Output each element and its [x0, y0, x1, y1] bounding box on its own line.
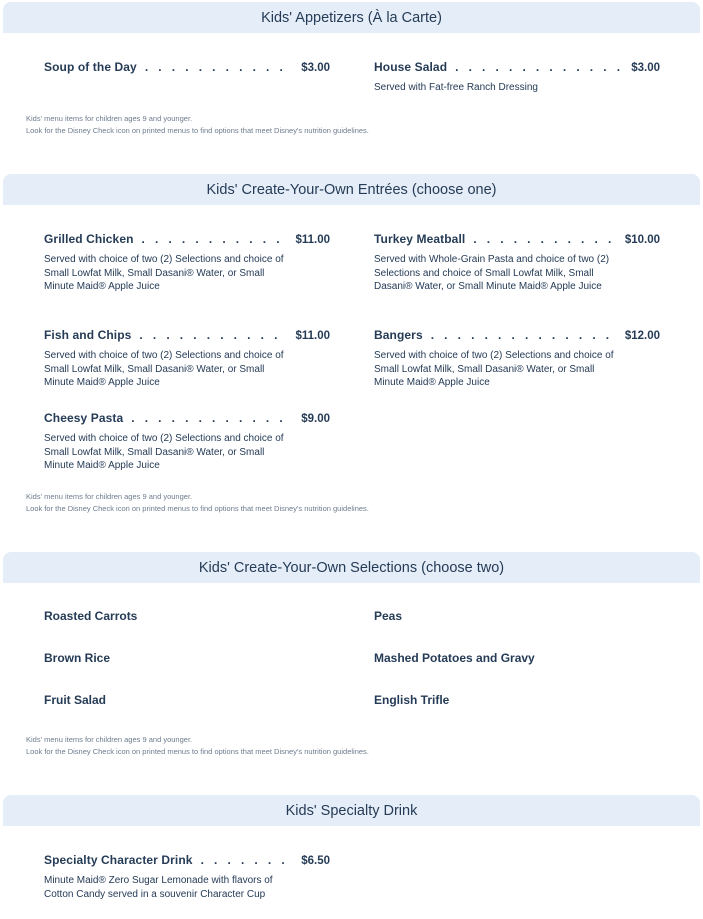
leader-dots: [131, 411, 293, 425]
section-title: Kids' Create-Your-Own Selections (choose two): [198, 559, 505, 576]
item-name: House Salad: [374, 60, 448, 74]
menu-item-fish-and-chips[interactable]: [44, 328, 330, 390]
disclaimer-note: [26, 113, 369, 137]
selection-item-fruit-salad[interactable]: Fruit Salad: [44, 693, 107, 707]
item-price: $9.00: [301, 413, 330, 425]
section-header-appetizers: [3, 2, 700, 33]
item-name: Bangers: [374, 328, 423, 342]
menu-item-specialty-character-drink[interactable]: [44, 853, 330, 901]
disclaimer-age: Kids' menu items for children ages 9 and younger.: [26, 492, 193, 501]
item-name: Specialty Character Drink: [44, 853, 193, 867]
item-description: Served with Fat-free Ranch Dressing: [374, 82, 538, 93]
item-price: $12.00: [624, 330, 660, 342]
selection-item-mashed-potatoes[interactable]: Mashed Potatoes and Gravy: [374, 651, 535, 665]
disclaimer-age: Kids' menu items for children ages 9 and younger.: [26, 114, 193, 123]
disclaimer-note: [26, 734, 369, 758]
leader-dots: [139, 328, 287, 342]
leader-dots: [201, 853, 294, 867]
item-description: Served with choice of two (2) Selections and choice of Small Lowfat Milk, Small Dasani® Water, or Small Minute Maid® Apple Juice: [374, 350, 614, 388]
item-name: Fish and Chips: [44, 328, 132, 342]
disclaimer-age: Kids' menu items for children ages 9 and younger.: [26, 735, 193, 744]
menu-item-grilled-chicken[interactable]: [44, 232, 330, 294]
section-header-selections: [3, 552, 700, 583]
item-description: Served with Whole-Grain Pasta and choice of two (2) Selections and choice of Small Lowfat Milk, Small Dasani® Water, or Small Minute Maid® Apple Juice: [374, 254, 610, 292]
menu-item-cheesy-pasta[interactable]: [44, 411, 330, 473]
section-title: Kids' Appetizers (À la Carte): [261, 9, 442, 26]
item-name: Soup of the Day: [44, 60, 137, 74]
disclaimer-disney-check: Look for the Disney Check icon on printed menus to find options that meet Disney's nutrition guidelines.: [26, 126, 369, 135]
item-name: Turkey Meatball: [374, 232, 466, 246]
item-name: Grilled Chicken: [44, 232, 134, 246]
menu-item-house-salad[interactable]: [374, 60, 660, 95]
menu-item-soup[interactable]: [44, 60, 330, 77]
menu-item-bangers[interactable]: [374, 328, 660, 390]
item-price: $3.00: [301, 62, 330, 74]
item-description: Served with choice of two (2) Selections and choice of Small Lowfat Milk, Small Dasani® Water, or Small Minute Maid® Apple Juice: [44, 254, 284, 292]
selection-item-roasted-carrots[interactable]: Roasted Carrots: [44, 609, 138, 623]
item-price: $11.00: [295, 234, 330, 246]
item-price: $11.00: [295, 330, 330, 342]
item-price: $6.50: [301, 855, 330, 867]
leader-dots: [473, 232, 617, 246]
selection-item-peas[interactable]: Peas: [374, 609, 403, 623]
section-title: Kids' Specialty Drink: [285, 802, 418, 819]
selection-item-english-trifle[interactable]: English Trifle: [374, 693, 450, 707]
leader-dots: [142, 232, 288, 246]
section-header-drinks: [3, 795, 700, 826]
menu-item-turkey-meatball[interactable]: [374, 232, 660, 294]
section-header-entrees: [3, 174, 700, 205]
leader-dots: [455, 60, 623, 74]
selection-item-brown-rice[interactable]: Brown Rice: [44, 651, 111, 665]
disclaimer-note: [26, 491, 369, 515]
leader-dots: [145, 60, 293, 74]
leader-dots: [431, 328, 617, 342]
item-price: $10.00: [624, 234, 660, 246]
item-price: $3.00: [631, 62, 660, 74]
item-name: Cheesy Pasta: [44, 411, 124, 425]
disclaimer-disney-check: Look for the Disney Check icon on printed menus to find options that meet Disney's nutrition guidelines.: [26, 747, 369, 756]
item-description: Served with choice of two (2) Selections and choice of Small Lowfat Milk, Small Dasani® Water, or Small Minute Maid® Apple Juice: [44, 350, 284, 388]
item-description: Served with choice of two (2) Selections and choice of Small Lowfat Milk, Small Dasani® Water, or Small Minute Maid® Apple Juice: [44, 433, 284, 471]
disclaimer-disney-check: Look for the Disney Check icon on printed menus to find options that meet Disney's nutrition guidelines.: [26, 504, 369, 513]
section-title: Kids' Create-Your-Own Entrées (choose one): [206, 181, 497, 198]
item-description: Minute Maid® Zero Sugar Lemonade with flavors of Cotton Candy served in a souvenir Character Cup: [44, 875, 273, 900]
